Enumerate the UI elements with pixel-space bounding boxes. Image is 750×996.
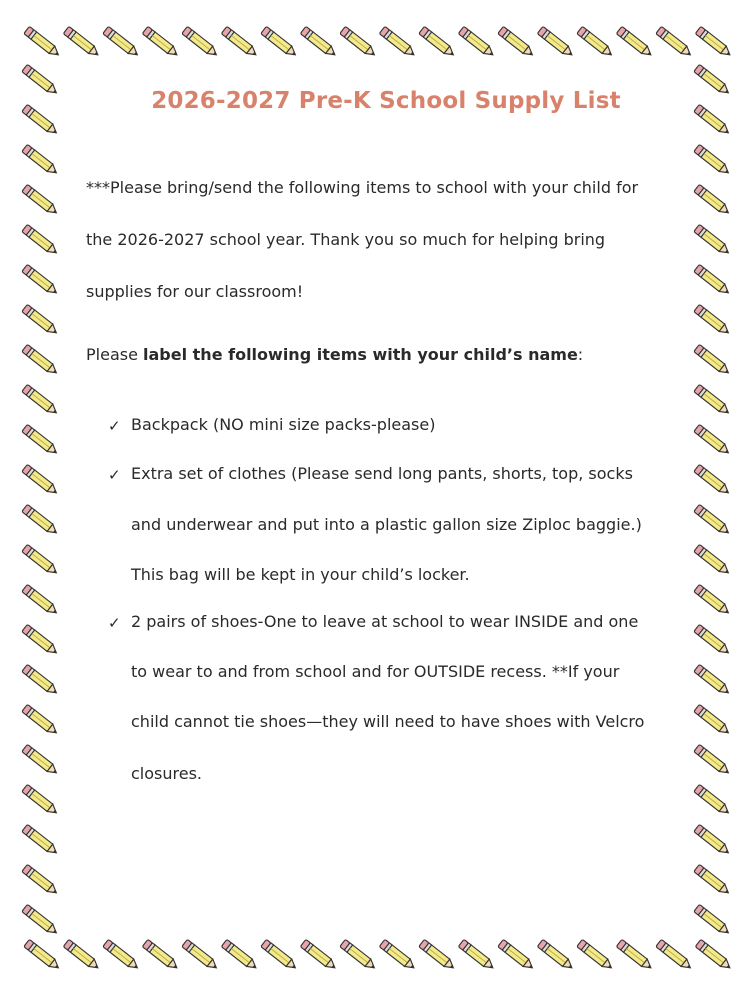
label-prefix: Please xyxy=(86,345,144,364)
intro-text-line: ***Please bring/send the following items to school with your child for xyxy=(86,178,639,197)
pencil-icon xyxy=(22,264,59,296)
pencil-icon xyxy=(498,939,535,971)
pencil-icon xyxy=(694,784,731,816)
pencil-icon xyxy=(577,939,614,971)
pencil-icon xyxy=(694,264,731,296)
pencil-icon xyxy=(22,64,59,96)
pencil-icon xyxy=(22,584,59,616)
check-icon: ✓ xyxy=(108,466,121,484)
pencil-icon xyxy=(694,104,731,136)
list-item-continuation: and underwear and put into a plastic gallon size Ziploc baggie.) xyxy=(131,515,642,534)
pencil-icon xyxy=(616,26,653,58)
pencil-icon xyxy=(22,904,59,936)
pencil-icon xyxy=(694,344,731,376)
pencil-icon xyxy=(340,26,377,58)
pencil-icon xyxy=(419,26,456,58)
pencil-icon xyxy=(656,939,693,971)
pencil-icon xyxy=(419,939,456,971)
pencil-icon xyxy=(24,939,61,971)
pencil-icon xyxy=(694,424,731,456)
pencil-icon xyxy=(22,544,59,576)
pencil-icon xyxy=(22,784,59,816)
pencil-icon xyxy=(63,939,100,971)
pencil-icon xyxy=(22,824,59,856)
pencil-icon xyxy=(24,26,61,58)
pencil-icon xyxy=(694,584,731,616)
pencil-icon xyxy=(22,144,59,176)
pencil-icon xyxy=(22,464,59,496)
list-item-continuation: child cannot tie shoes—they will need to have shoes with Velcro xyxy=(131,712,645,731)
pencil-icon xyxy=(379,939,416,971)
list-item: 2 pairs of shoes-One to leave at school to wear INSIDE and one xyxy=(131,612,639,631)
label-instruction xyxy=(86,345,583,365)
pencil-icon xyxy=(694,704,731,736)
pencil-icon xyxy=(300,939,337,971)
pencil-icon xyxy=(22,344,59,376)
pencil-icon xyxy=(694,504,731,536)
pencil-icon xyxy=(221,939,258,971)
label-suffix: : xyxy=(577,345,584,364)
pencil-icon xyxy=(142,26,179,58)
pencil-icon xyxy=(22,224,59,256)
list-item: Extra set of clothes (Please send long pants, shorts, top, socks xyxy=(131,464,633,483)
pencil-icon xyxy=(22,304,59,336)
pencil-icon xyxy=(22,744,59,776)
list-item-continuation: closures. xyxy=(131,764,202,783)
pencil-icon xyxy=(182,26,219,58)
pencil-icon xyxy=(695,939,732,971)
pencil-icon xyxy=(22,504,59,536)
pencil-icon xyxy=(577,26,614,58)
pencil-icon xyxy=(22,384,59,416)
list-item-continuation: to wear to and from school and for OUTSIDE recess. **If your xyxy=(131,662,620,681)
pencil-icon xyxy=(182,939,219,971)
pencil-icon xyxy=(22,104,59,136)
pencil-icon xyxy=(694,744,731,776)
pencil-icon xyxy=(694,304,731,336)
check-icon: ✓ xyxy=(108,417,121,435)
pencil-icon xyxy=(498,26,535,58)
pencil-icon xyxy=(694,184,731,216)
pencil-icon xyxy=(694,624,731,656)
pencil-icon xyxy=(63,26,100,58)
list-item: Backpack (NO mini size packs-please) xyxy=(131,415,436,434)
intro-text-line: supplies for our classroom! xyxy=(86,282,304,301)
pencil-icon xyxy=(261,939,298,971)
pencil-icon xyxy=(300,26,337,58)
pencil-icon xyxy=(22,424,59,456)
pencil-icon xyxy=(616,939,653,971)
pencil-icon xyxy=(22,184,59,216)
pencil-icon xyxy=(537,939,574,971)
pencil-icon xyxy=(458,26,495,58)
pencil-icon xyxy=(694,864,731,896)
pencil-icon xyxy=(340,939,377,971)
pencil-icon xyxy=(379,26,416,58)
pencil-icon xyxy=(695,26,732,58)
pencil-icon xyxy=(103,26,140,58)
pencil-icon xyxy=(694,544,731,576)
pencil-icon xyxy=(694,64,731,96)
check-icon: ✓ xyxy=(108,614,121,632)
pencil-icon xyxy=(458,939,495,971)
label-emphasis: label the following items with your child’s name xyxy=(143,345,578,364)
pencil-icon xyxy=(142,939,179,971)
pencil-icon xyxy=(221,26,258,58)
intro-text-line: the 2026-2027 school year. Thank you so much for helping bring xyxy=(86,230,606,249)
pencil-icon xyxy=(22,624,59,656)
pencil-icon xyxy=(22,664,59,696)
pencil-icon xyxy=(22,864,59,896)
pencil-icon xyxy=(22,704,59,736)
pencil-icon xyxy=(694,384,731,416)
pencil-icon xyxy=(103,939,140,971)
list-item-continuation: This bag will be kept in your child’s locker. xyxy=(131,565,470,584)
pencil-icon xyxy=(694,904,731,936)
pencil-icon xyxy=(656,26,693,58)
pencil-icon xyxy=(694,824,731,856)
pencil-icon xyxy=(537,26,574,58)
pencil-icon xyxy=(694,464,731,496)
pencil-icon xyxy=(261,26,298,58)
page-title: 2026-2027 Pre-K School Supply List xyxy=(151,88,621,114)
pencil-icon xyxy=(694,224,731,256)
pencil-icon xyxy=(694,144,731,176)
pencil-icon xyxy=(694,664,731,696)
